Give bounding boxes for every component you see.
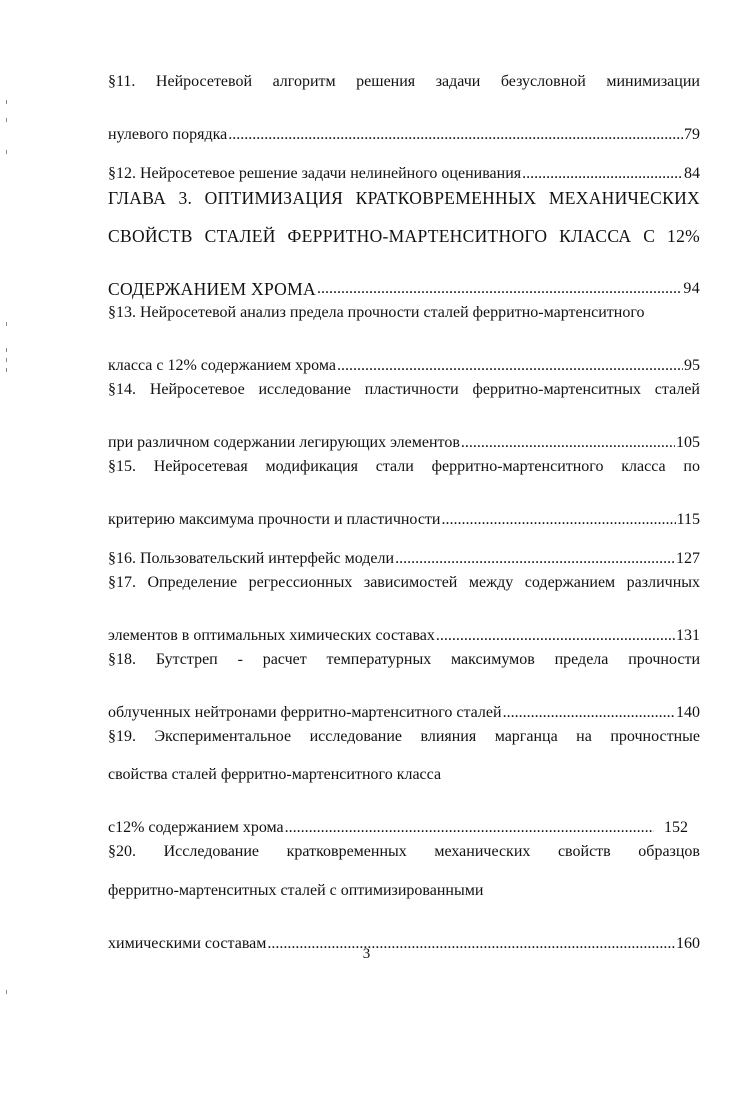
toc-page-number: 115 — [676, 511, 700, 528]
toc-word: прочности — [628, 650, 700, 668]
toc-word: §19. — [108, 727, 136, 745]
toc-word: Определение — [147, 573, 238, 591]
toc-page-number: 95 — [684, 357, 700, 374]
toc-word: максимумов — [451, 650, 535, 668]
toc-entry-15-line1 — [108, 455, 700, 494]
scan-mark — [6, 990, 7, 994]
dot-leader — [461, 431, 675, 455]
toc-word: Нейросетевая — [153, 458, 248, 475]
toc-word: зависимостей — [363, 573, 458, 591]
toc-word: §11. — [108, 73, 136, 90]
toc-word: - — [237, 650, 243, 668]
toc-page-number: 84 — [684, 164, 700, 182]
toc-entry-text: §13. Нейросетевой анализ предела прочности сталей ферритно-мартенситного — [108, 304, 645, 321]
toc-word: §14. — [108, 381, 136, 398]
toc-entry-text: СОДЕРЖАНИЕМ ХРОМА — [108, 279, 316, 299]
toc-word: Исследование — [163, 843, 260, 860]
toc-word: Бутстреп — [155, 650, 218, 668]
toc-entry-text: элементов в оптимальных химических составах — [108, 626, 435, 644]
dot-leader — [436, 624, 675, 648]
toc-entry-17-line2 — [108, 609, 700, 648]
toc-word: ферритно-мартенситного — [431, 458, 604, 475]
toc-word: ГЛАВА — [108, 187, 167, 208]
toc-word: содержанием — [524, 573, 616, 591]
toc-page-number: 140 — [676, 703, 700, 721]
toc-word: алгоритм — [272, 73, 336, 90]
toc-chapter-3-line1 — [108, 186, 700, 225]
toc-word: свойств — [557, 843, 611, 860]
toc-entry-19-line2 — [108, 763, 700, 802]
toc-entry-text: облученных нейтронами ферритно-мартенситного сталей — [108, 703, 502, 721]
toc-page-number: 105 — [676, 434, 700, 451]
scan-mark — [6, 118, 7, 122]
toc-entry-16 — [108, 532, 700, 571]
toc-word: СТАЛЕЙ — [204, 226, 276, 246]
toc-word: по — [683, 458, 700, 475]
toc-entry-19-line1 — [108, 725, 700, 764]
toc-word: МЕХАНИЧЕСКИХ — [548, 187, 700, 208]
toc-entry-13-line1 — [108, 301, 700, 340]
toc-word: Экспериментальное — [154, 727, 292, 745]
dot-leader — [441, 508, 675, 532]
toc-word: безусловной — [500, 73, 586, 90]
toc-entry-14-line1 — [108, 378, 700, 417]
toc-word: §17. — [108, 573, 136, 591]
toc-entry-text: нулевого порядка — [108, 126, 228, 143]
table-of-contents — [108, 70, 700, 956]
toc-word: расчет — [262, 650, 307, 668]
toc-entry-text: с12% содержанием хрома — [108, 819, 284, 836]
toc-word: механических — [434, 843, 531, 860]
toc-word: предела — [554, 650, 609, 668]
page-number: 3 — [362, 946, 371, 962]
toc-entry-11-line1 — [108, 70, 700, 109]
toc-word: пластичности — [364, 381, 459, 398]
toc-word: влияния — [420, 727, 477, 745]
toc-word: стали — [375, 458, 414, 475]
toc-word: Нейросетевое — [149, 381, 245, 398]
toc-word: температурных — [326, 650, 432, 668]
scan-mark — [6, 348, 7, 352]
toc-word: исследование — [309, 727, 403, 745]
toc-page-number: 79 — [684, 126, 700, 143]
toc-entry-text: ферритно-мартенситных сталей с оптимизированными — [108, 881, 484, 899]
toc-entry-14-line2 — [108, 417, 700, 456]
toc-entry-text: класса с 12% содержанием хрома — [108, 357, 336, 374]
toc-entry-text: §16. Пользовательский интерфейс модели — [108, 549, 395, 567]
dot-leader — [395, 547, 675, 571]
toc-entry-text: химическими составам — [108, 934, 267, 952]
scan-mark — [6, 150, 7, 154]
scan-mark — [6, 358, 7, 362]
scan-mark — [6, 368, 7, 372]
toc-entry-12 — [108, 147, 700, 186]
toc-word: Нейросетевой — [155, 73, 253, 90]
toc-page-number: 160 — [676, 934, 700, 952]
dot-leader — [503, 701, 675, 725]
toc-entry-18-line1 — [108, 648, 700, 687]
toc-entry-13-line2 — [108, 340, 700, 379]
toc-entry-17-line1 — [108, 571, 700, 610]
toc-word: сталей — [654, 381, 700, 398]
toc-word: §20. — [108, 843, 136, 860]
toc-word: задачи — [435, 73, 481, 90]
toc-word: прочностные — [610, 727, 700, 745]
toc-word: ферритно-мартенситных — [472, 381, 641, 398]
dot-leader — [522, 162, 683, 186]
toc-word: исследование — [258, 381, 351, 398]
toc-page-number: 94 — [683, 280, 700, 297]
toc-word: модификация — [265, 458, 358, 475]
toc-entry-18-line2 — [108, 686, 700, 725]
toc-entry-20-line1 — [108, 840, 700, 879]
toc-entry-19-line3 — [108, 802, 688, 841]
toc-entry-20-line2 — [108, 879, 700, 918]
toc-word: минимизации — [606, 73, 700, 90]
toc-word: кратковременных — [286, 843, 407, 860]
toc-word: различных — [626, 573, 700, 591]
toc-entry-text: при различном содержании легирующих элементов — [108, 434, 460, 451]
toc-word: С — [643, 226, 656, 246]
toc-chapter-3-line2 — [108, 224, 700, 263]
scan-mark — [6, 322, 7, 326]
toc-entry-text: §12. Нейросетевое решение задачи нелинейного оценивания — [108, 164, 522, 182]
toc-word: образцов — [638, 843, 700, 860]
dot-leader — [228, 123, 683, 147]
toc-word: регрессионных — [248, 573, 353, 591]
dot-leader — [285, 816, 654, 840]
toc-word: ОПТИМИЗАЦИЯ — [204, 187, 344, 208]
toc-word: СВОЙСТВ — [108, 226, 193, 246]
toc-word: 12% — [667, 226, 700, 246]
toc-word: КЛАССА — [559, 226, 632, 246]
toc-entry-text: свойства сталей ферритно-мартенситного класса — [108, 766, 442, 783]
toc-word: ФЕРРИТНО-МАРТЕНСИТНОГО — [287, 226, 548, 246]
toc-page-number: 152 — [664, 819, 688, 836]
toc-word: КРАТКОВРЕМЕННЫХ — [355, 187, 537, 208]
toc-word: решения — [356, 73, 416, 90]
dot-leader — [317, 277, 682, 301]
toc-word: §18. — [108, 650, 136, 668]
toc-word: между — [468, 573, 514, 591]
toc-chapter-3-line3 — [108, 263, 700, 302]
toc-page-number: 127 — [676, 549, 700, 567]
toc-word: марганца — [494, 727, 558, 745]
scan-mark — [6, 100, 7, 104]
toc-word: на — [576, 727, 592, 745]
toc-page-number: 131 — [676, 626, 700, 644]
toc-entry-15-line2 — [108, 494, 700, 533]
dot-leader — [337, 354, 683, 378]
toc-word: класса — [621, 458, 666, 475]
toc-word: 3. — [178, 187, 193, 208]
toc-entry-text: критерию максимума прочности и пластичности — [108, 511, 441, 528]
toc-entry-11-line2 — [108, 109, 700, 148]
toc-word: §15. — [108, 458, 136, 475]
